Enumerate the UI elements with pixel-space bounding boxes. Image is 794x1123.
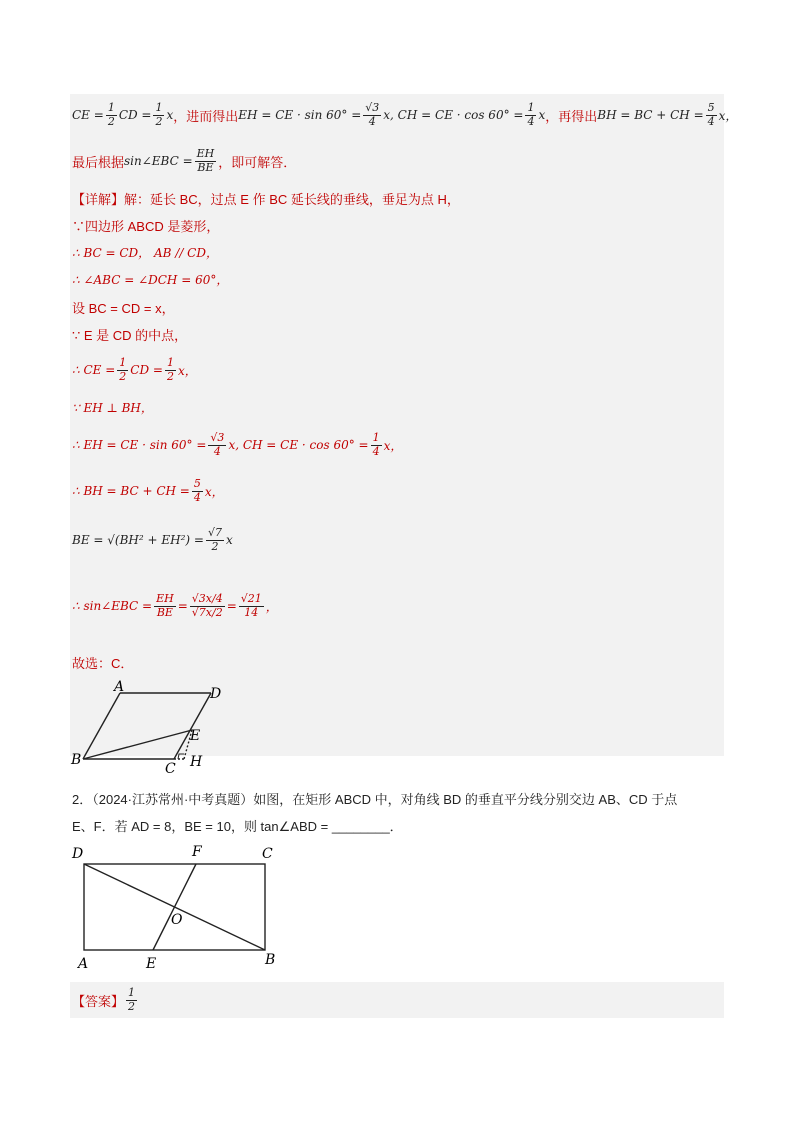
answer-box bbox=[70, 982, 724, 1018]
solution-line-4: ∵四边形 ABCD 是菱形， bbox=[72, 218, 220, 234]
compound-fraction: $\frac{√3x/4}{√7x/2}$ bbox=[191, 592, 223, 619]
solution-line-15: 故选：C． bbox=[72, 655, 134, 671]
fraction: $\frac{1}{2}$ bbox=[166, 356, 174, 383]
label-b: B bbox=[265, 952, 276, 968]
fraction: $\frac{√7}{2}$ bbox=[207, 526, 222, 553]
solution-line-2: 最后根据 sin∠EBC = $\frac{EH}{BE}$ ，即可解答． bbox=[72, 147, 297, 174]
question-2-line-2: E、F．若 AD = 8，BE = 10，则 tan∠ABD = ________． bbox=[72, 818, 403, 834]
label-c: C bbox=[165, 761, 176, 777]
fraction: $\frac{1}{2}$ bbox=[155, 101, 163, 128]
solution-line-5: ∴ BC = CD， AB // CD， bbox=[72, 245, 218, 260]
fraction: $\frac{√21}{14}$ bbox=[240, 592, 262, 619]
solution-line-14: ∴ sin∠EBC = $\frac{EH}{BE}$ = $\frac{√3x/4}{√7x/2}$ = $\frac{√21}{14}$ ， bbox=[72, 592, 278, 619]
label-e: E bbox=[190, 728, 201, 744]
label-a: A bbox=[114, 679, 125, 695]
fraction: $\frac{√3}{4}$ bbox=[365, 101, 380, 128]
label-c: C bbox=[262, 846, 273, 862]
fraction: $\frac{EH}{BE}$ bbox=[156, 592, 174, 619]
label-e: E bbox=[146, 956, 157, 972]
label-h: H bbox=[190, 754, 203, 770]
fraction: $\frac{5}{4}$ bbox=[707, 101, 715, 128]
solution-line-1: CE = $\frac{1}{2}$ CD = $\frac{1}{2}$ x ，进而得出 EH = CE · sin 60° = $\frac{√3}{4}$ x, CH = CE · cos 60° = $\frac{1}{4}$ x ，再得出 BH = BC + CH = $\frac{5}{4}$ x， bbox=[72, 101, 738, 128]
answer-line bbox=[72, 984, 139, 1016]
solution-line-7: 设 BC = CD = x， bbox=[72, 300, 175, 316]
fraction: $\frac{1}{4}$ bbox=[527, 101, 535, 128]
fraction: $\frac{EH}{BE}$ bbox=[196, 147, 215, 174]
solution-line-11: ∴ EH = CE · sin 60° = $\frac{√3}{4}$ x, CH = CE · cos 60° = $\frac{1}{4}$ x， bbox=[72, 431, 403, 458]
fraction: $\frac{5}{4}$ bbox=[193, 477, 201, 504]
answer-tag: 【答案】 bbox=[72, 993, 125, 1009]
fraction: $\frac{1}{4}$ bbox=[372, 431, 380, 458]
label-o: O bbox=[171, 912, 183, 928]
question-2-line-1: 2．（2024·江苏常州·中考真题）如图，在矩形 ABCD 中，对角线 BD 的垂直平分线分别交边 AB、CD 于点 bbox=[72, 791, 678, 807]
fraction: $\frac{√3}{4}$ bbox=[210, 431, 225, 458]
solution-line-8: ∵ E 是 CD 的中点， bbox=[72, 327, 188, 343]
solution-line-10: ∵ EH ⊥ BH， bbox=[72, 400, 153, 415]
solution-line-3: 【详解】 解：延长 BC，过点 E 作 BC 延长线的垂线，垂足为点 H， bbox=[72, 188, 460, 208]
answer-fraction: $\frac{1}{2}$ bbox=[128, 986, 136, 1013]
detail-tag: 【详解】 bbox=[72, 191, 125, 207]
label-b: B bbox=[71, 752, 82, 768]
solution-line-9: ∴ CE = $\frac{1}{2}$ CD = $\frac{1}{2}$ x， bbox=[72, 356, 197, 383]
rectangle-figure bbox=[66, 840, 286, 975]
solution-line-13: BE = √(BH² + EH²) = $\frac{√7}{2}$ x bbox=[72, 526, 233, 553]
rhombus-figure bbox=[66, 678, 222, 778]
label-d: D bbox=[210, 686, 222, 702]
fraction: $\frac{1}{2}$ bbox=[119, 356, 127, 383]
solution-line-6: ∴ ∠ABC = ∠DCH = 60°， bbox=[72, 272, 229, 287]
label-f: F bbox=[192, 844, 202, 860]
label-d: D bbox=[72, 846, 84, 862]
solution-line-12: ∴ BH = BC + CH = $\frac{5}{4}$ x， bbox=[72, 477, 224, 504]
fraction: $\frac{1}{2}$ bbox=[107, 101, 115, 128]
label-a: A bbox=[78, 956, 89, 972]
math-ce: CE = bbox=[72, 108, 104, 122]
